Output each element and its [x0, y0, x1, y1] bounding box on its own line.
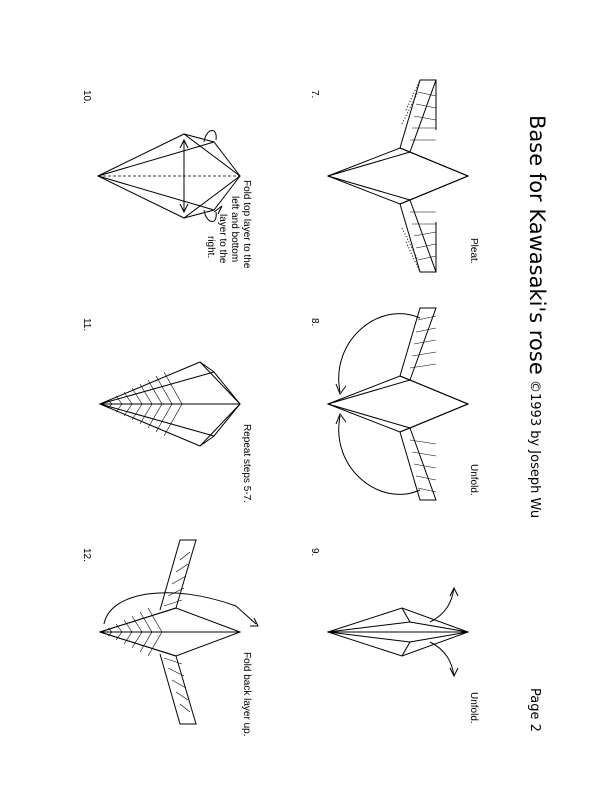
step-9-number: 9.: [309, 548, 320, 557]
page-title: Base for Kawasaki's rose: [525, 115, 549, 375]
step-11-number: 11.: [81, 318, 92, 332]
step-10-caption-line2: left and bottom: [229, 196, 240, 263]
step-12-caption: Fold back layer up.: [241, 652, 252, 737]
page-number: Page 2: [527, 688, 542, 732]
step-12-figure: [100, 540, 258, 724]
step-10-caption-line3: layer to the: [217, 214, 228, 264]
step-11-figure: [100, 362, 240, 446]
step-9-figure: [328, 588, 468, 676]
step-8-number: 8.: [309, 318, 320, 327]
step-8-caption: Unfold.: [468, 464, 479, 496]
step-10-caption-line1: Fold top layer to the: [241, 180, 252, 269]
step-12-number: 12.: [81, 548, 92, 562]
step-9-caption: Unfold.: [468, 692, 479, 724]
step-7-caption: Pleat.: [468, 238, 479, 264]
copyright-text: ©1993 by Joseph Wu: [527, 380, 542, 519]
step-10-figure: [98, 130, 240, 221]
step-10-caption-line4: right.: [205, 236, 216, 259]
step-7-number: 7.: [309, 90, 320, 99]
step-10-number: 10.: [81, 90, 92, 104]
step-7-figure: [328, 80, 468, 272]
step-8-figure: [328, 308, 468, 500]
step-11-caption: Repeat steps 5-7.: [241, 424, 252, 503]
